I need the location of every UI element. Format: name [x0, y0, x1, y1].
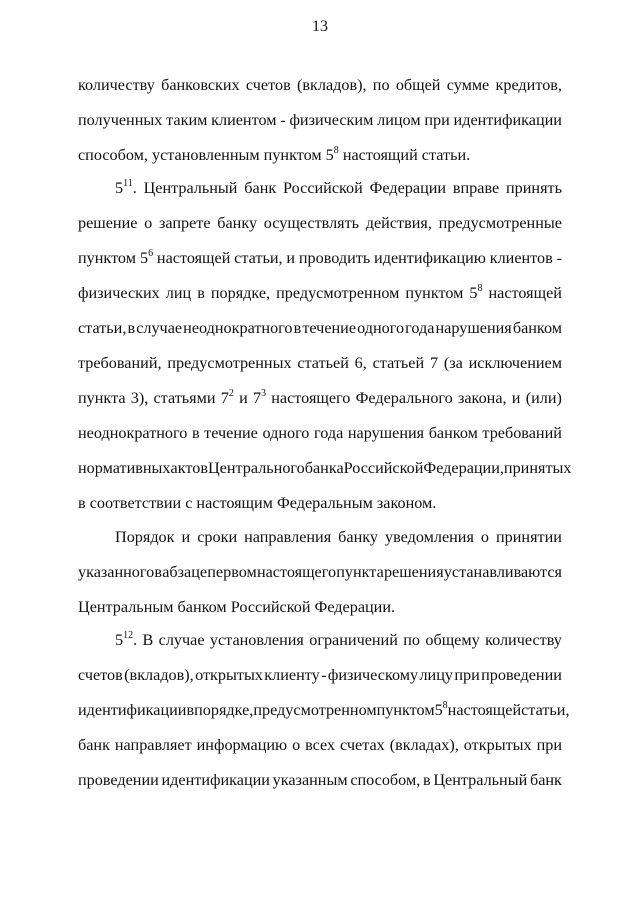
text-word: нормативных: [78, 459, 171, 477]
text-line: в соответствии с настоящим Федеральным законом.: [78, 494, 437, 512]
text-word: (вкладов),: [124, 666, 194, 684]
text-word: (за: [443, 354, 463, 372]
text-line: [78, 75, 562, 95]
text-word: абзаце: [162, 563, 208, 581]
text-word: пункта: [336, 563, 384, 581]
text-line: [78, 388, 562, 408]
text-word: решение: [78, 214, 138, 232]
text-word: пунктом: [405, 284, 464, 302]
text-word: течение: [302, 319, 357, 337]
text-line: [78, 423, 562, 443]
text-word: клиенту: [264, 666, 320, 684]
text-word: в: [197, 284, 205, 302]
text-word: -: [321, 666, 327, 684]
text-word: одного: [357, 319, 405, 337]
text-line: [78, 458, 572, 478]
text-line: [78, 248, 562, 268]
superscript: 2: [228, 388, 234, 399]
text-word: направления: [244, 528, 332, 546]
text-word: (вкладах),: [389, 736, 459, 754]
text-word: Российской: [343, 459, 424, 477]
text-word: В: [142, 631, 154, 649]
text-word: устанавливаются: [443, 563, 562, 581]
text-word: неоднократного: [183, 319, 293, 337]
text-word: лицом: [377, 111, 421, 129]
text-line: [78, 735, 562, 755]
text-word: в: [186, 701, 195, 719]
text-word: 6,: [354, 354, 367, 372]
text-word: банковских: [161, 76, 240, 94]
superscript: 6: [148, 248, 154, 259]
text-word: нарушения: [435, 319, 512, 337]
text-line: [78, 213, 562, 233]
text-word: пункта: [78, 389, 126, 407]
superscript: 12: [123, 630, 134, 641]
text-word: банку: [217, 214, 258, 232]
text-word: $7^3$: [252, 388, 267, 407]
text-word: в: [422, 771, 431, 789]
text-word: физических: [78, 284, 160, 302]
text-word: Федерации,: [423, 459, 504, 477]
text-word: при: [536, 736, 562, 754]
text-word: клиентов: [489, 249, 553, 267]
text-word: течение: [204, 424, 258, 442]
text-word: информацию: [196, 736, 288, 754]
text-word: исключением: [468, 354, 562, 372]
text-word: при: [454, 666, 480, 684]
text-word: настоящего: [271, 389, 351, 407]
text-word: способом,: [350, 771, 421, 789]
text-line: [78, 770, 562, 790]
text-word: в: [154, 563, 163, 581]
text-word: счетах: [340, 736, 385, 754]
text-word: порядке,: [210, 284, 271, 302]
text-word: требований,: [78, 354, 162, 372]
text-word: осуществлять: [263, 214, 360, 232]
text-word: одного: [262, 424, 310, 442]
text-word: банк: [244, 179, 277, 197]
text-word: таким: [166, 111, 208, 129]
text-word: Федерального: [355, 389, 453, 407]
text-word: идентификацию: [374, 249, 486, 267]
text-word: (вкладов),: [296, 76, 367, 94]
text-word: указанного: [78, 563, 155, 581]
text-word: счетов: [245, 76, 291, 94]
text-word: настоящей: [488, 284, 562, 302]
section-number: $5^{11}$.: [115, 178, 137, 197]
text-word: по: [372, 76, 390, 94]
text-word: уведомления: [384, 528, 474, 546]
text-word: Центрального: [207, 459, 305, 477]
text-word: идентификации: [161, 771, 270, 789]
text-word: 3),: [130, 389, 149, 407]
text-word: Федерации: [369, 179, 447, 197]
text-word: идентификации: [78, 701, 187, 719]
text-word: банку: [338, 528, 378, 546]
text-line: Центральным банком Российской Федерации.: [78, 598, 396, 616]
text-word: требований: [482, 424, 562, 442]
text-word: 7: [429, 354, 439, 372]
superscript: 8: [477, 283, 483, 294]
text-word: вправе: [452, 179, 500, 197]
text-word: количеству: [485, 631, 562, 649]
text-word: о: [480, 528, 489, 546]
text-word: предусмотренном: [276, 284, 400, 302]
text-word: первом: [207, 563, 257, 581]
text-word: принятии: [496, 528, 562, 546]
text-word: общей: [395, 76, 441, 94]
text-word: в: [293, 319, 302, 337]
text-word: о: [292, 736, 301, 754]
text-word: Порядок: [115, 528, 175, 546]
text-word: указанным: [272, 771, 348, 789]
text-word: клиентом: [211, 111, 277, 129]
text-word: неоднократного: [78, 424, 188, 442]
text-word: актов: [170, 459, 208, 477]
text-word: года: [313, 424, 344, 442]
text-line: [78, 110, 562, 130]
text-word: нарушения: [347, 424, 425, 442]
text-word: лиц: [165, 284, 192, 302]
page-number: 13: [312, 18, 328, 35]
text-word: принятых: [503, 459, 572, 477]
text-word: и: [511, 389, 521, 407]
text-word: предусмотренные: [438, 214, 562, 232]
text-word: о: [144, 214, 153, 232]
text-word: физическому: [327, 666, 419, 684]
text-word: количеству: [78, 76, 155, 94]
text-word: общему: [425, 631, 480, 649]
text-word: открытых: [463, 736, 532, 754]
text-word: всех: [305, 736, 336, 754]
text-word: $5^8$: [434, 700, 448, 719]
text-word: Российской: [283, 179, 363, 197]
text-word: Центральный: [143, 179, 238, 197]
text-line: [78, 700, 570, 720]
text-word: счетов: [78, 666, 123, 684]
text-line: [78, 353, 562, 373]
text-word: $5^8$: [469, 283, 483, 302]
text-word: идентификации: [453, 111, 562, 129]
text-word: кредитов,: [495, 76, 562, 94]
text-word: статьи,: [78, 319, 127, 337]
text-word: в: [127, 319, 136, 337]
text-word: и: [286, 249, 296, 267]
text-word: установления: [209, 631, 304, 649]
text-word: статьи,: [234, 249, 283, 267]
text-word: предусмотренном: [253, 701, 377, 719]
text-word: открытых: [195, 666, 263, 684]
text-word: настоящей: [447, 701, 522, 719]
text-word: пунктом $5^6$: [78, 248, 154, 267]
text-word: (или): [525, 389, 562, 407]
text-word: проведении: [481, 666, 562, 684]
text-word: закона,: [457, 389, 507, 407]
text-word: лицу: [419, 666, 453, 684]
text-word: банком: [428, 424, 478, 442]
text-word: и: [239, 389, 248, 407]
text-word: статьями: [153, 389, 216, 407]
text-word: статьей: [372, 354, 425, 372]
text-word: настоящего: [256, 563, 337, 581]
text-word: при: [424, 111, 450, 129]
text-word: случае: [136, 319, 183, 337]
text-word: настоящей: [156, 249, 231, 267]
text-word: предусмотренных: [167, 354, 292, 372]
text-word: по: [403, 631, 421, 649]
text-word: банк: [78, 736, 110, 754]
text-word: банком: [512, 319, 562, 337]
text-word: в: [191, 424, 200, 442]
text-word: и: [181, 528, 191, 546]
text-word: $5^{12}$.: [115, 630, 138, 649]
text-word: решения: [383, 563, 444, 581]
text-word: банк: [529, 771, 562, 789]
text-word: ограничений: [309, 631, 398, 649]
text-line: [115, 630, 562, 650]
text-word: пунктом: [376, 701, 435, 719]
superscript: 3: [261, 388, 267, 399]
text-line: [115, 527, 562, 547]
text-word: действия,: [365, 214, 432, 232]
text-line: способом, установленным пунктом $5^8$ настоящий статьи.: [78, 145, 471, 164]
text-line: [78, 283, 562, 303]
text-line: [115, 178, 562, 198]
text-word: года: [405, 319, 435, 337]
text-line: [78, 562, 562, 582]
text-word: запрете: [158, 214, 211, 232]
text-word: статьи,: [521, 701, 570, 719]
text-word: порядке,: [194, 701, 254, 719]
text-word: -: [556, 249, 562, 267]
text-word: сроки: [197, 528, 238, 546]
text-word: банка: [304, 459, 344, 477]
text-line: [78, 665, 562, 685]
text-word: проводить: [298, 249, 371, 267]
text-word: проведении: [78, 771, 159, 789]
text-word: статьей: [297, 354, 349, 372]
text-word: принять: [505, 179, 562, 197]
superscript: 11: [123, 178, 133, 189]
text-word: полученных: [78, 111, 163, 129]
text-word: Центральный: [433, 771, 528, 789]
text-word: сумме: [446, 76, 490, 94]
text-word: $7^2$: [220, 388, 234, 407]
superscript: 8: [333, 145, 339, 156]
text-word: направляет: [114, 736, 192, 754]
text-line: [78, 318, 562, 338]
text-word: -: [280, 111, 286, 129]
text-word: физическим: [289, 111, 374, 129]
superscript: 8: [442, 700, 448, 711]
text-word: случае: [158, 631, 205, 649]
